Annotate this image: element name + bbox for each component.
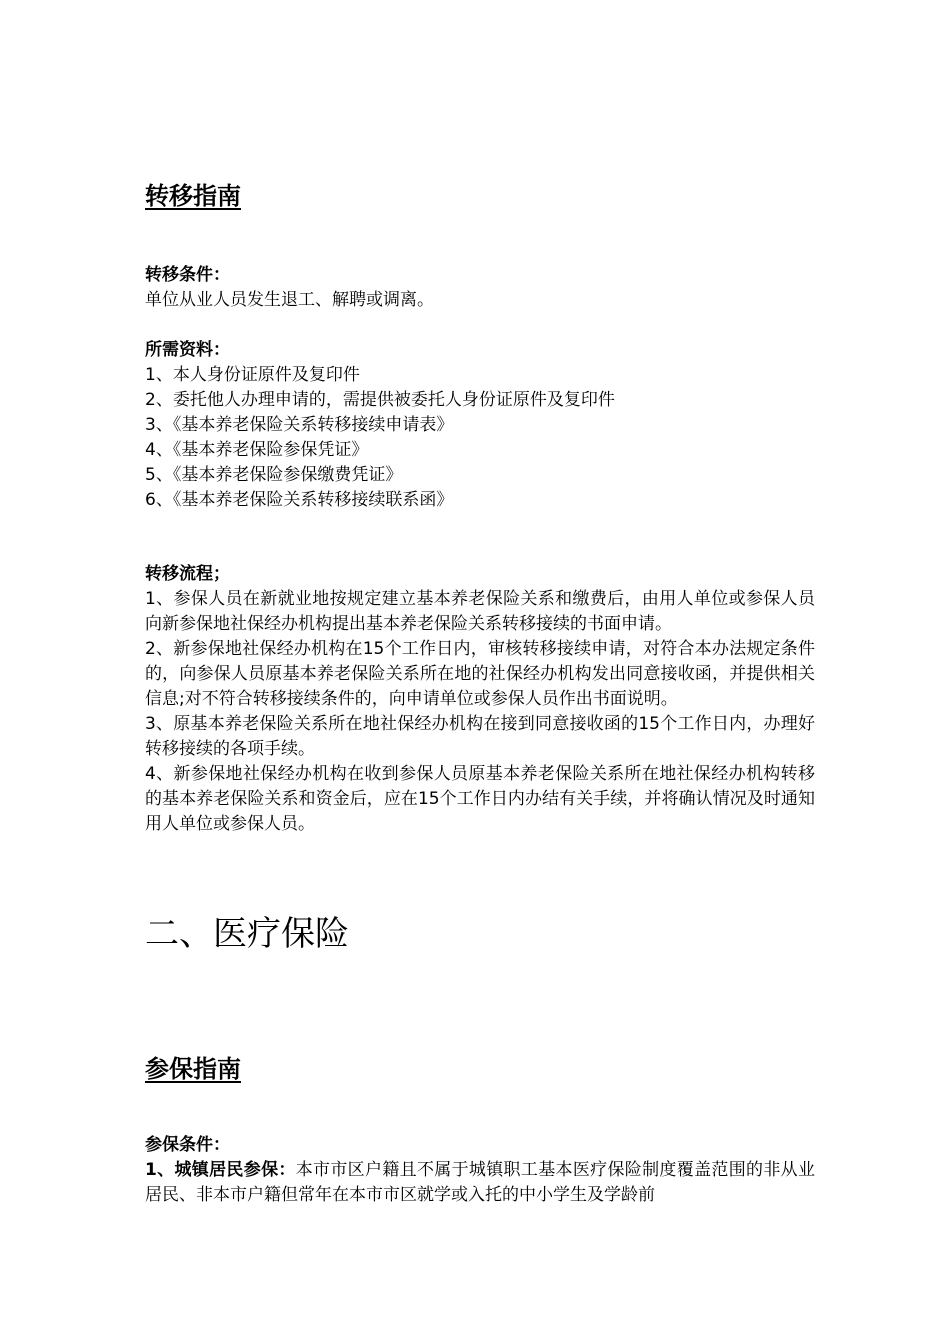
transfer-process bbox=[145, 562, 815, 837]
materials-item: 5、《基本养老保险参保缴费凭证》 bbox=[145, 465, 403, 485]
materials-item: 3、《基本养老保险关系转移接续申请表》 bbox=[145, 415, 454, 435]
transfer-conditions bbox=[145, 263, 815, 313]
enroll-condition-item bbox=[145, 1158, 815, 1208]
materials-label: 所需资料： bbox=[145, 340, 230, 360]
enroll-conditions bbox=[145, 1133, 815, 1208]
process-step: 1、参保人员在新就业地按规定建立基本养老保险关系和缴费后，由用人单位或参保人员向新参保地社保经办机构提出基本养老保险关系转移接续的书面申请。 bbox=[145, 589, 815, 634]
enroll-guide-heading: 参保指南 bbox=[145, 1055, 241, 1083]
process-step: 2、新参保地社保经办机构在15个工作日内，审核转移接续申请，对符合本办法规定条件的，向参保人员原基本养老保险关系所在地的社保经办机构发出同意接收函，并提供相关信息;对不符合转移接续条件的，向申请单位或参保人员作出书面说明。 bbox=[145, 639, 815, 709]
urban-resident-label: 1、城镇居民参保： bbox=[145, 1160, 296, 1180]
urban-resident-text: 本市市区户籍且不属于城镇职工基本医疗保险制度覆盖范围的非从业居民、非本市户籍但常年在本市市区就学或入托的中小学生及学龄前 bbox=[145, 1160, 815, 1205]
enroll-conditions-label: 参保条件： bbox=[145, 1135, 230, 1155]
materials-item: 2、委托他人办理申请的，需提供被委托人身份证原件及复印件 bbox=[145, 390, 615, 410]
transfer-conditions-text: 单位从业人员发生退工、解聘或调离。 bbox=[145, 290, 434, 310]
materials-item: 1、本人身份证原件及复印件 bbox=[145, 365, 360, 385]
process-step: 4、新参保地社保经办机构在收到参保人员原基本养老保险关系所在地社保经办机构转移的基本养老保险关系和资金后，应在15个工作日内办结有关手续，并将确认情况及时通知用人单位或参保人员。 bbox=[145, 764, 815, 834]
materials-item: 4、《基本养老保险参保凭证》 bbox=[145, 440, 369, 460]
process-step: 3、原基本养老保险关系所在地社保经办机构在接到同意接收函的15个工作日内，办理好转移接续的各项手续。 bbox=[145, 714, 815, 759]
transfer-conditions-label: 转移条件： bbox=[145, 265, 230, 285]
materials-item: 6、《基本养老保险关系转移接续联系函》 bbox=[145, 490, 454, 510]
process-label: 转移流程； bbox=[145, 564, 230, 584]
required-materials bbox=[145, 338, 815, 513]
transfer-guide-heading: 转移指南 bbox=[145, 182, 241, 210]
chapter-medical-insurance-heading: 二、医疗保险 bbox=[145, 914, 349, 954]
